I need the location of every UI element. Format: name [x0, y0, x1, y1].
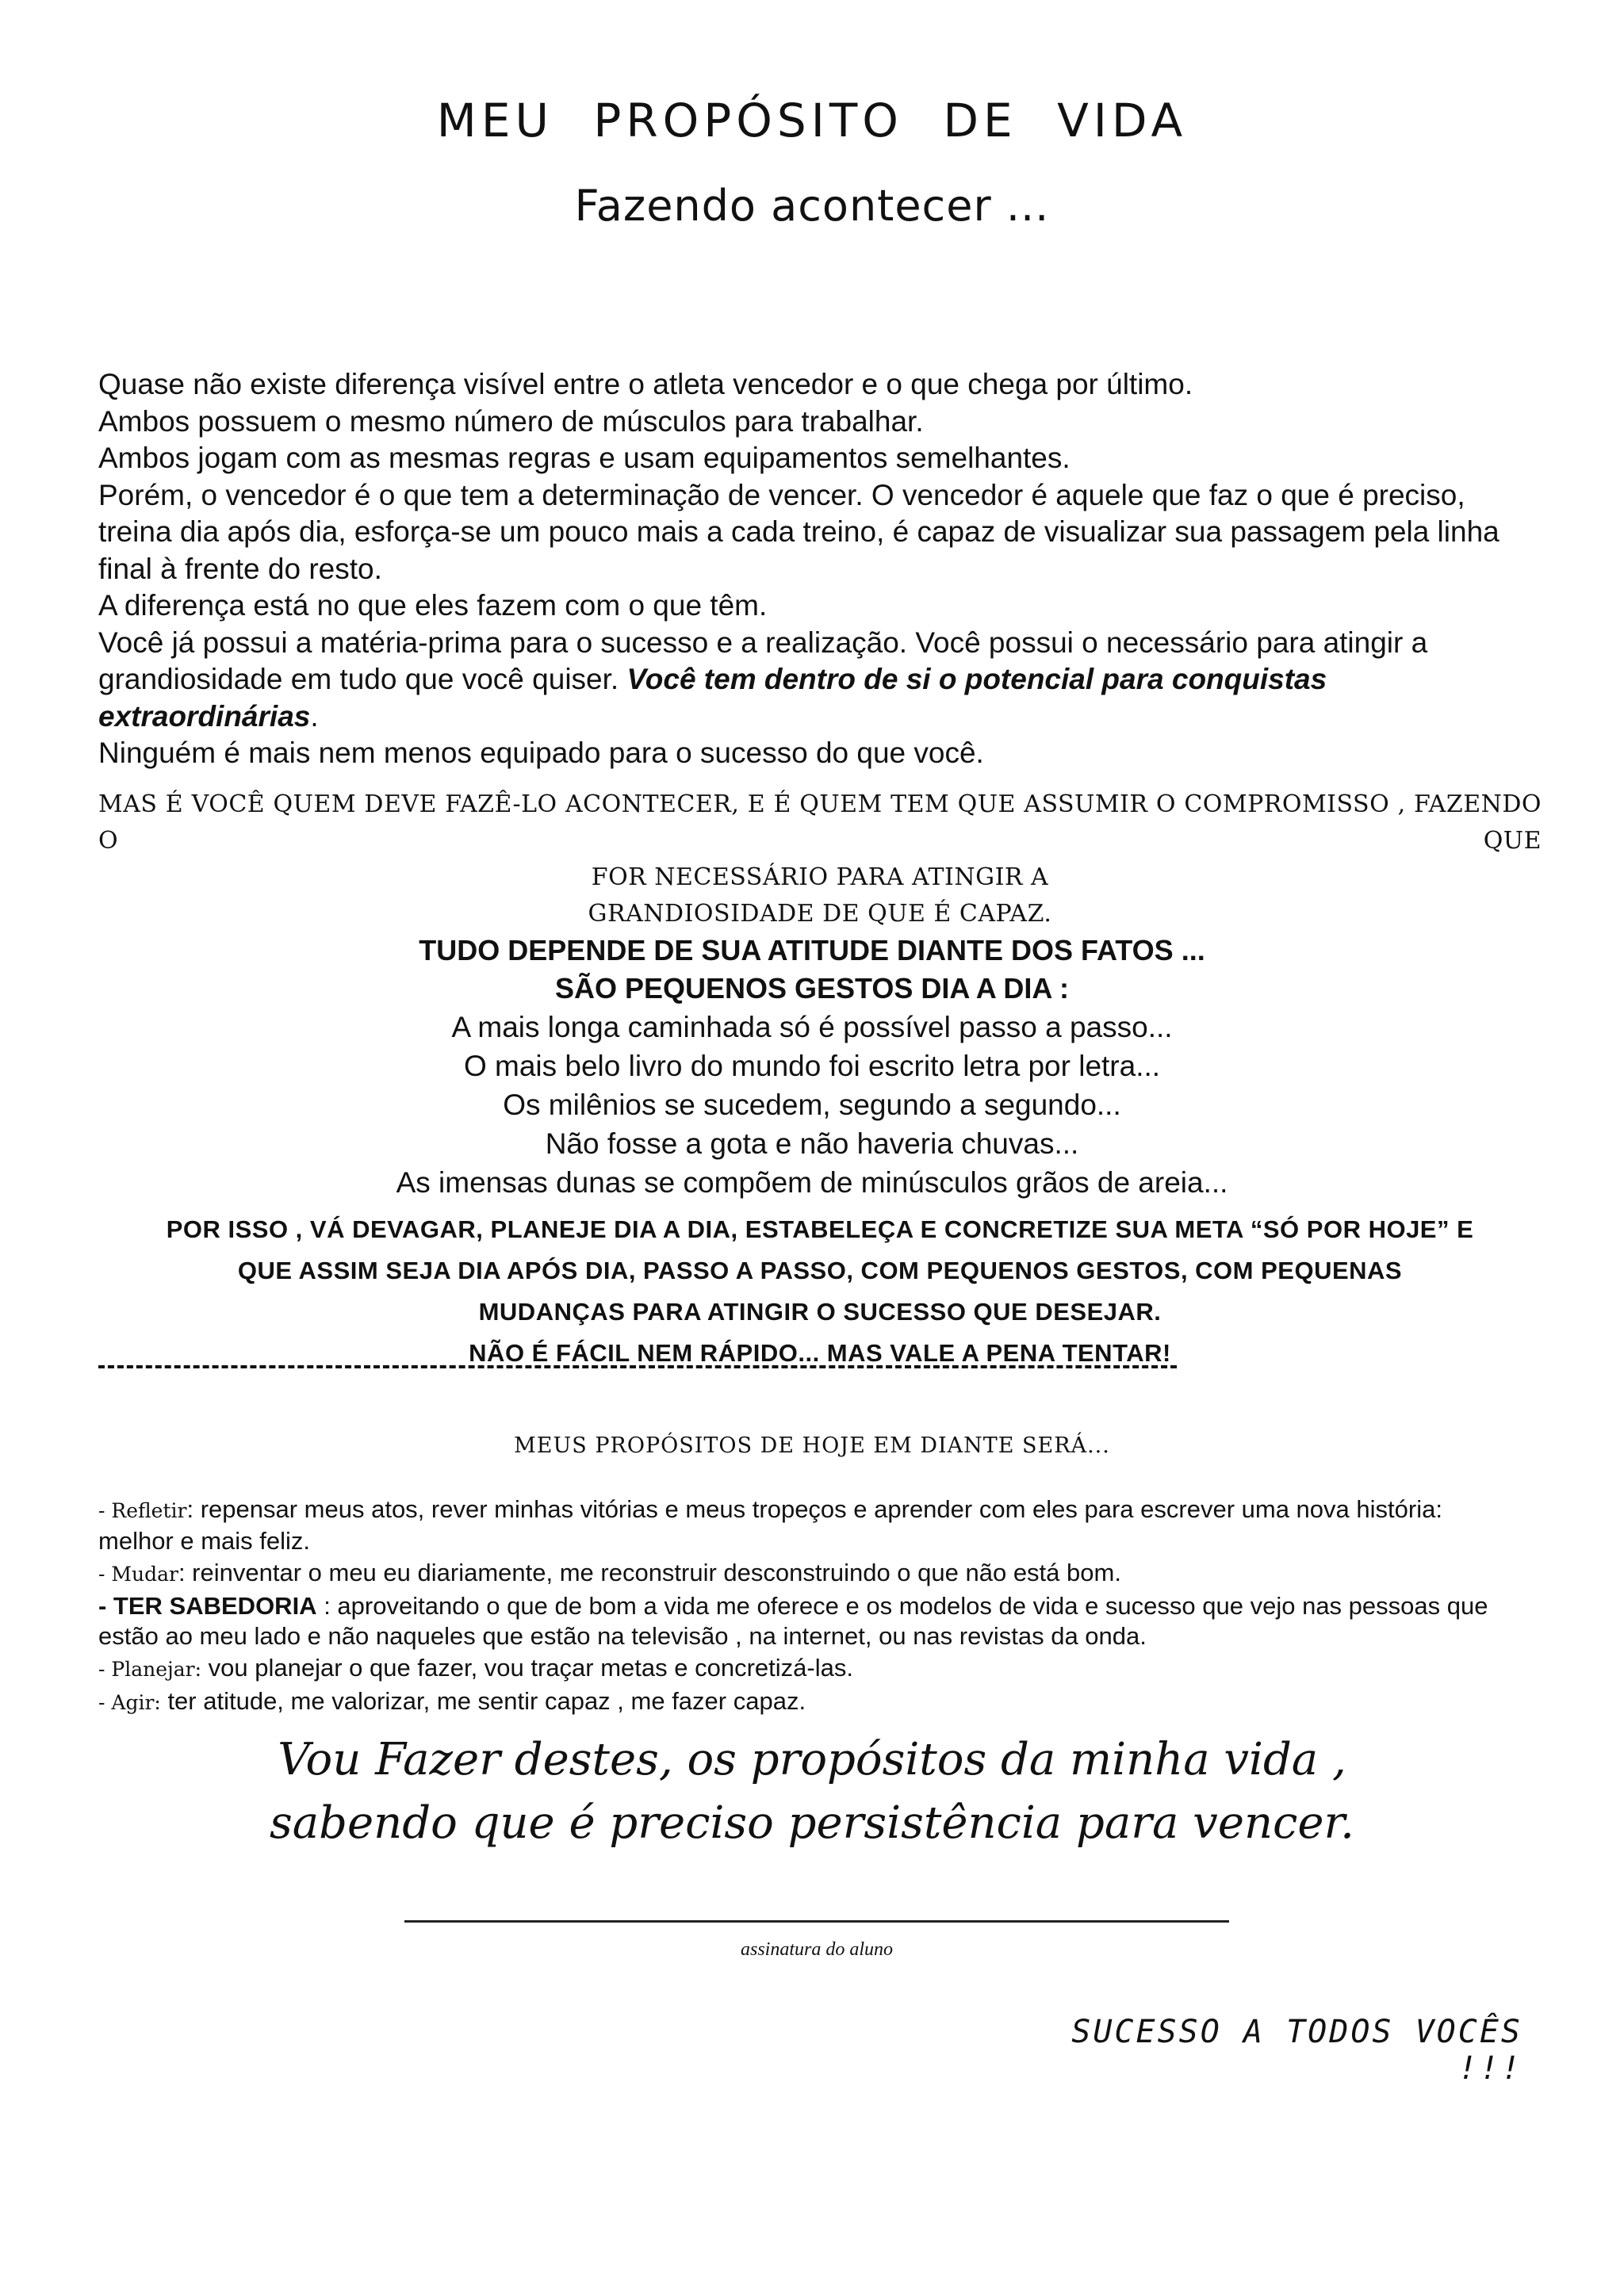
step-line: Não fosse a gota e não haveria chuvas... [545, 1127, 1079, 1160]
cta-line: POR ISSO , VÁ DEVAGAR, PLANEJE DIA A DIA, ESTABELEÇA E CONCRETIZE SUA META “SÓ POR HOJE” E [166, 1215, 1474, 1243]
attitude-subheading: SÃO PEQUENOS GESTOS DIA A DIA : [554, 972, 1070, 1004]
intro-line: Ambos jogam com as mesmas regras e usam equipamentos semelhantes. [98, 442, 1071, 474]
purpose-item [98, 1494, 1494, 1556]
purpose-text: vou planejar o que fazer, vou traçar metas e concretizá-las. [201, 1654, 853, 1682]
handwritten-statement [0, 1728, 1624, 1855]
intro-text [98, 366, 1542, 772]
purpose-item [98, 1653, 1494, 1685]
purpose-item [98, 1558, 1494, 1590]
statement-line: sabendo que é preciso persistência para vencer. [270, 1797, 1354, 1849]
step-line: Os milênios se sucedem, segundo a segundo... [503, 1089, 1121, 1121]
intro-line: Ambos possuem o mesmo número de músculos para trabalhar. [98, 404, 924, 438]
purposes-heading: MEUS PROPÓSITOS DE HOJE EM DIANTE SERÁ... [514, 1433, 1110, 1458]
attitude-heading: TUDO DEPENDE DE SUA ATITUDE DIANTE DOS FATOS ... [419, 934, 1205, 966]
page-subtitle: Fazendo acontecer ... [574, 181, 1050, 231]
purpose-item [98, 1686, 1494, 1718]
dashed-divider [98, 1365, 1177, 1376]
potencial-emphasis: Você tem dentro de si o potencial para conquistas extraordinárias [98, 663, 1327, 733]
purpose-label: - Planejar: [98, 1658, 202, 1681]
purpose-label: - Agir: [98, 1691, 161, 1714]
commitment-line: MAS É VOCÊ QUEM DEVE FAZÊ-LO ACONTECER, E É QUEM TEM QUE ASSUMIR O COMPROMISSO , FAZENDO O QUE [98, 790, 1542, 855]
step-line: O mais belo livro do mundo foi escrito letra por letra... [463, 1050, 1161, 1082]
cta-line: MUDANÇAS PARA ATINGIR O SUCESSO QUE DESEJAR. [478, 1298, 1162, 1326]
commitment-text [98, 786, 1542, 932]
purpose-text: ter atitude, me valorizar, me sentir capaz , me fazer capaz. [160, 1687, 806, 1715]
purposes-list [98, 1494, 1494, 1720]
closing-message: SUCESSO A TODOS VOCÊS !!! [1071, 2014, 1522, 2087]
purpose-text: : reinventar o meu eu diariamente, me reconstruir desconstruindo o que não está bom. [178, 1559, 1121, 1586]
purpose-text: : aproveitando o que de bom a vida me oferece e os modelos de vida e sucesso que vejo nas pessoas que estão ao meu lado e não naqueles que estão na televisão , na internet, ou nas revistas da onda. [98, 1592, 1488, 1650]
step-line: A mais longa caminhada só é possível passo a passo... [451, 1011, 1173, 1043]
step-line: As imensas dunas se compõem de minúsculos grãos de areia... [396, 1166, 1228, 1199]
cta-line: QUE ASSIM SEJA DIA APÓS DIA, PASSO A PASSO, COM PEQUENOS GESTOS, COM PEQUENAS [237, 1257, 1403, 1284]
purpose-label: - TER SABEDORIA [98, 1592, 317, 1620]
purpose-label: - Refletir [98, 1499, 187, 1522]
commitment-line: FOR NECESSÁRIO PARA ATINGIR A [591, 863, 1049, 891]
intro-line: Porém, o vencedor é o que tem a determinação de vencer. O vencedor é aquele que faz o que é preciso, treina dia após dia, esforça-se um pouco mais a cada treino, é capaz de visualizar sua passagem pela linha final à frente do resto. [98, 478, 1500, 585]
cta-line: NÃO É FÁCIL NEM RÁPIDO... MAS VALE A PENA TENTAR! [469, 1339, 1171, 1367]
signature-label: assinatura do aluno [740, 1939, 894, 1960]
purpose-item [98, 1591, 1494, 1651]
statement-line: Vou Fazer destes, os propósitos da minha vida , [278, 1734, 1346, 1785]
page-title: MEU PROPÓSITO DE VIDA [436, 94, 1188, 147]
intro-line: Ninguém é mais nem menos equipado para o sucesso do que você. [98, 737, 984, 769]
commitment-line: GRANDIOSIDADE DE QUE É CAPAZ. [588, 900, 1052, 928]
purpose-label: - Mudar [98, 1563, 178, 1586]
potencial-end: . [310, 699, 319, 733]
intro-paragraph [98, 625, 1542, 736]
signature-line [404, 1920, 1229, 1924]
intro-line: A diferença está no que eles fazem com o que têm. [98, 589, 768, 622]
call-to-action [98, 1209, 1542, 1374]
intro-line: Quase não existe diferença visível entre o atleta vencedor e o que chega por último. [98, 368, 1193, 400]
purpose-text: : repensar meus atos, rever minhas vitórias e meus tropeços e aprender com eles para escrever uma nova história: melhor e mais feliz. [98, 1495, 1442, 1555]
attitude-section [0, 932, 1624, 1202]
materia-prima-text: Você já possui a matéria-prima para o sucesso e a realização. Você possui o necessário para atingir a grandiosidade em tudo que você quiser. [98, 626, 1428, 695]
